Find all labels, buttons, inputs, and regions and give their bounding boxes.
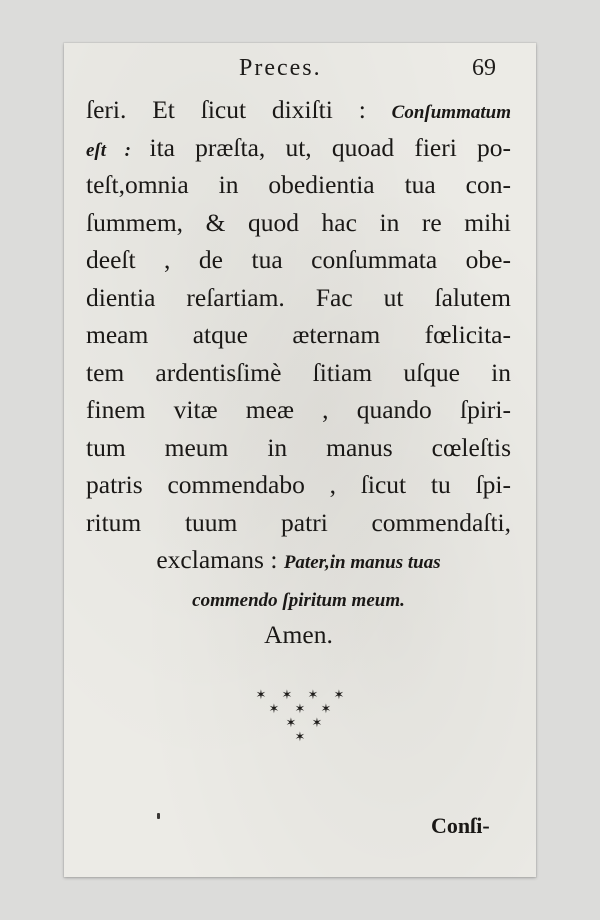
text-line [86,616,511,654]
star-icon: ✶ [320,702,332,717]
catchword: Conſi- [431,813,490,838]
roman-segment: ſeri. Et ſicut dixiſti : [86,95,392,124]
italic-segment: eſt : [86,139,150,161]
text-line [86,204,511,242]
text-line [86,429,511,467]
roman-segment: dientia reſartiam. Fac ut ſalutem [86,282,511,312]
star-icon: ✶ [255,688,267,703]
star-icon: ✶ [333,688,345,703]
text-line [86,354,511,392]
roman-segment: meam atque æternam fœlicita- [86,320,511,349]
star-icon: ✶ [281,688,293,703]
roman-segment: teſt,omnia in obedientia tua con- [86,170,511,199]
roman-segment: exclamans : [156,545,284,574]
italic-segment: Conſummatum [391,102,511,123]
running-title: Preces. [239,55,322,81]
star-icon: ✶ [285,716,297,731]
text-line [86,91,511,129]
roman-segment: ritum tuum patri commendaſti, [86,507,511,537]
roman-segment: tum meum in manus cœleſtis [86,432,511,462]
roman-segment: finem vitæ meæ , quando ſpiri- [86,395,511,424]
text-line [86,166,511,204]
text-line [86,504,511,542]
roman-segment: tem ardentisſimè ſitiam uſque in [86,357,511,387]
italic-segment: commendo ſpiritum meum. [192,589,405,611]
prayer-text [86,91,511,654]
roman-segment: patris commendabo , ſicut tu ſpi- [86,470,511,499]
text-line [86,241,511,279]
star-cluster-ornament [248,687,352,749]
text-line [86,129,511,167]
page-number: 69 [472,55,496,81]
star-icon: ✶ [268,702,280,717]
book-page [64,43,536,877]
roman-segment: ſummem, & quod hac in re mihi [86,207,511,237]
text-line [86,466,511,504]
roman-segment: ita præſta, ut, quoad fieri po- [149,132,511,162]
star-icon: ✶ [311,716,323,731]
italic-segment: Pater,in manus tuas [283,552,441,573]
text-line [86,579,511,617]
text-line [86,541,511,579]
text-line [86,279,511,317]
roman-segment: Amen. [264,620,333,649]
text-line [86,391,511,429]
star-icon: ✶ [294,702,306,717]
roman-segment: deeſt , de tua conſummata obe- [86,245,511,274]
star-icon: ✶ [307,688,319,703]
text-line [86,316,511,354]
running-head [64,55,536,89]
ink-speck [157,813,160,819]
star-icon: ✶ [294,730,306,745]
